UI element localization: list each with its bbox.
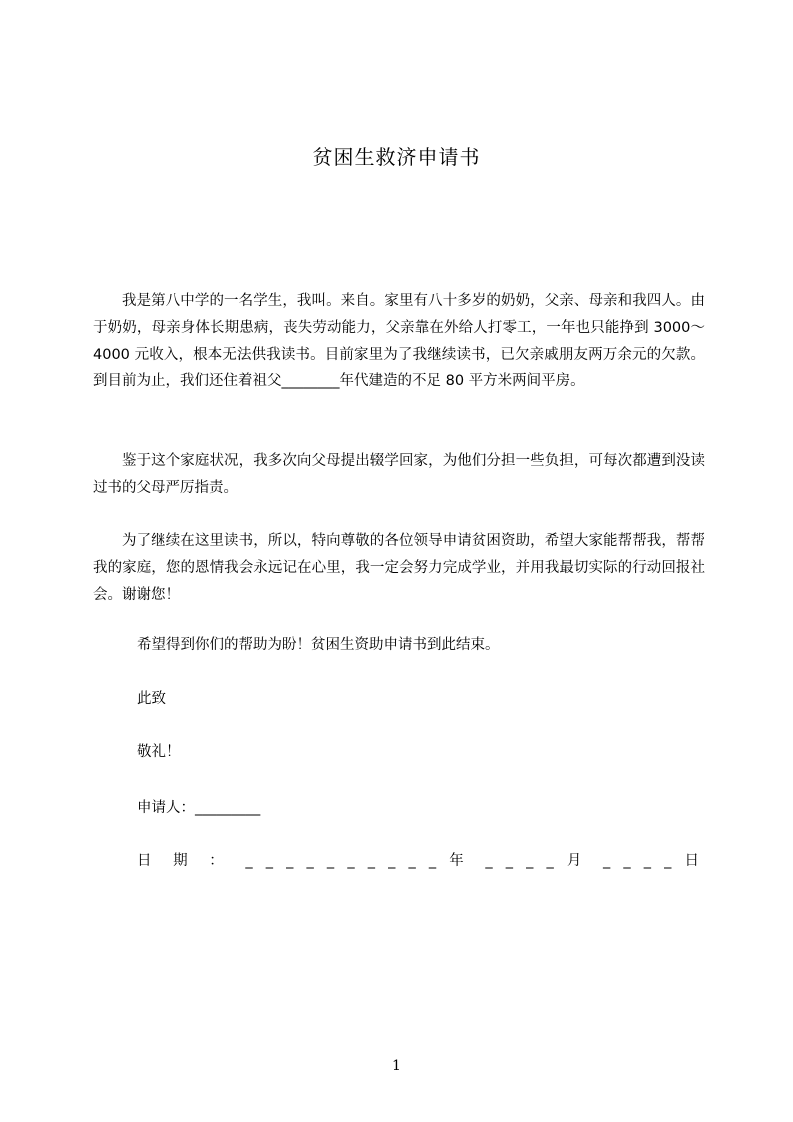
salutation: 敬礼！ xyxy=(137,744,181,760)
closing-phrase: 此致 xyxy=(137,691,166,707)
document-title: 贫困生救济申请书 xyxy=(312,145,481,169)
paragraph-family-situation: 我是第八中学的一名学生，我叫。来自。家里有八十多岁的奶奶，父亲、母亲和我四人。由于奶奶，母亲身体长期患病，丧失劳动能力，父亲靠在外给人打零工，一年也只能挣到 3000～4000 元收入，根本无法供我读书。目前家里为了我继续读书，已欠亲戚朋友两万余元的欠款。到目前为止，我们还住着祖父________年代建造的不足 80 平方米两间平房。 xyxy=(93,293,705,390)
page-number: 1 xyxy=(392,1058,401,1074)
paragraph-aid-request: 为了继续在这里读书，所以，特向尊敬的各位领导申请贫困资助，希望大家能帮帮我，帮帮我的家庭，您的恩情我会永远记在心里，我一定会努力完成学业，并用我最切实际的行动回报社会。谢谢您！ xyxy=(93,533,705,603)
date-line: 日 期 ： _ _ _ _ _ _ _ _ _ _ 年 _ _ _ _ 月 _ _ _ _ 日 xyxy=(137,853,699,869)
paragraph-dropout-request: 鉴于这个家庭状况，我多次向父母提出辍学回家，为他们分担一些负担，可每次都遭到没读过书的父母严厉指责。 xyxy=(93,453,705,496)
paragraph-conclusion: 希望得到你们的帮助为盼！贫困生资助申请书到此结束。 xyxy=(137,637,500,653)
applicant-signature-line: 申请人：_________ xyxy=(137,800,261,816)
